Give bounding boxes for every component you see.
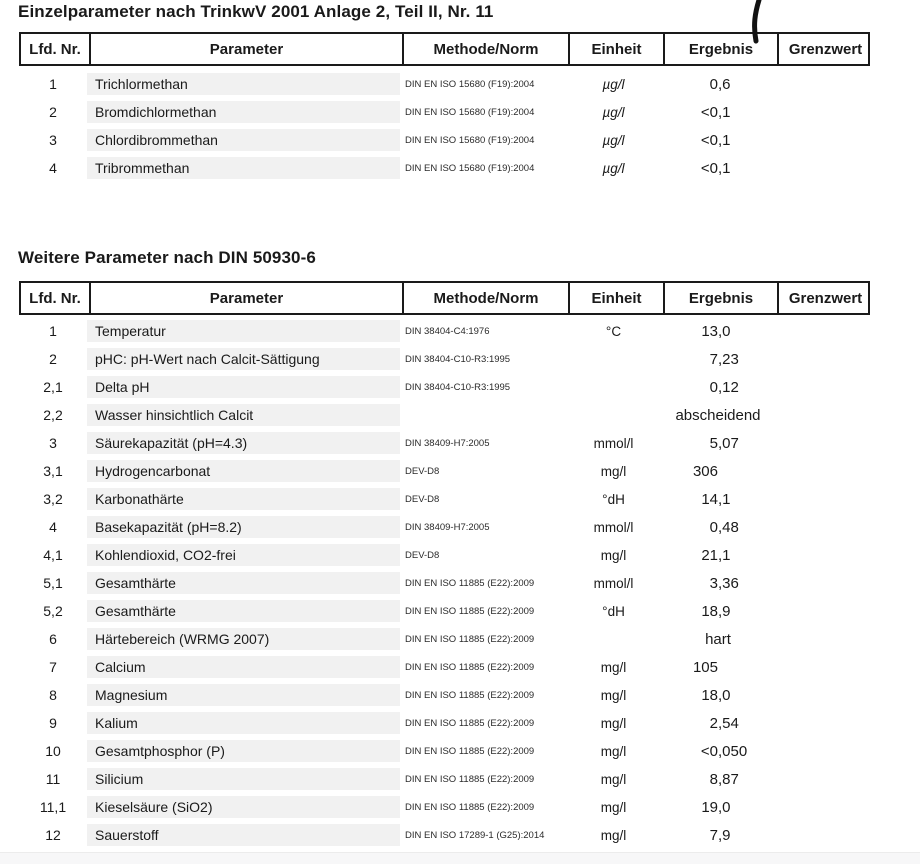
cell-ergebnis bbox=[661, 463, 775, 480]
row-number: 5,2 bbox=[43, 603, 63, 619]
row-number: 5,1 bbox=[43, 575, 63, 591]
parameter-name: Tribrommethan bbox=[87, 157, 400, 179]
table2-title: Weitere Parameter nach DIN 50930-6 bbox=[18, 248, 316, 267]
column-header-einheit: Einheit bbox=[568, 34, 663, 64]
row-number: 3,2 bbox=[43, 491, 63, 507]
cell-ergebnis bbox=[661, 379, 775, 396]
parameter-name: Kohlendioxid, CO2-frei bbox=[87, 544, 400, 566]
cell-einheit: mg/l bbox=[600, 715, 627, 731]
result-integer-part: 18 bbox=[701, 602, 718, 620]
table2-body bbox=[19, 317, 870, 849]
table-row bbox=[19, 429, 870, 457]
result-integer-part: 8 bbox=[709, 770, 718, 788]
cell-einheit: mg/l bbox=[600, 799, 627, 815]
row-number: 11 bbox=[45, 771, 61, 787]
cell-einheit: mg/l bbox=[600, 771, 627, 787]
parameter-name: Bromdichlormethan bbox=[87, 101, 400, 123]
result-integer-part: 14 bbox=[701, 490, 718, 508]
result-integer-part: 2 bbox=[709, 714, 718, 732]
cell-parameter bbox=[87, 740, 400, 762]
cell-einheit: mg/l bbox=[600, 687, 627, 703]
cell-parameter bbox=[87, 824, 400, 846]
cell-methode-norm: DIN EN ISO 11885 (E22):2009 bbox=[405, 633, 535, 645]
cell-methode-norm: DIN 38404-C4:1976 bbox=[405, 325, 490, 337]
page-bottom-strip bbox=[0, 852, 920, 864]
cell-ergebnis bbox=[661, 575, 775, 592]
result-fraction-part: ,87 bbox=[718, 770, 739, 788]
parameter-name: Basekapazität (pH=8.2) bbox=[87, 516, 400, 538]
cell-methode-norm: DIN EN ISO 15680 (F19):2004 bbox=[405, 134, 535, 146]
row-number: 2 bbox=[49, 104, 57, 120]
row-number: 11,1 bbox=[39, 799, 67, 815]
row-number: 4 bbox=[49, 519, 57, 535]
column-header-grenzwert: Grenzwert bbox=[777, 283, 872, 313]
result-fraction-part: ,0 bbox=[718, 322, 731, 340]
table-row bbox=[19, 373, 870, 401]
cell-parameter bbox=[87, 157, 400, 179]
parameter-name: Härtebereich (WRMG 2007) bbox=[87, 628, 400, 650]
row-number: 9 bbox=[49, 715, 57, 731]
table-row bbox=[19, 597, 870, 625]
cell-parameter bbox=[87, 516, 400, 538]
result-text: abscheidend bbox=[675, 406, 761, 424]
table-row bbox=[19, 126, 870, 154]
cell-ergebnis bbox=[661, 351, 775, 368]
result-integer-part: 3 bbox=[709, 574, 718, 592]
cell-parameter bbox=[87, 129, 400, 151]
cell-parameter bbox=[87, 73, 400, 95]
result-integer-part: <0 bbox=[700, 103, 718, 121]
result-fraction-part: ,1 bbox=[718, 159, 731, 177]
parameter-name: Calcium bbox=[87, 656, 400, 678]
cell-parameter bbox=[87, 656, 400, 678]
column-header-parameter: Parameter bbox=[89, 283, 402, 313]
cell-methode-norm: DEV-D8 bbox=[405, 493, 440, 505]
row-number: 4,1 bbox=[43, 547, 63, 563]
result-fraction-part: ,23 bbox=[718, 350, 739, 368]
parameter-name: Trichlormethan bbox=[87, 73, 400, 95]
result-integer-part: 13 bbox=[701, 322, 718, 340]
table-row bbox=[19, 401, 870, 429]
handwritten-pen-stroke bbox=[744, 0, 770, 46]
cell-parameter bbox=[87, 684, 400, 706]
result-fraction-part: ,1 bbox=[718, 103, 731, 121]
parameter-name: Temperatur bbox=[87, 320, 400, 342]
table-row bbox=[19, 345, 870, 373]
table-row bbox=[19, 625, 870, 653]
cell-methode-norm: DIN EN ISO 15680 (F19):2004 bbox=[405, 106, 535, 118]
cell-einheit: mmol/l bbox=[593, 575, 634, 591]
cell-ergebnis bbox=[661, 160, 775, 177]
cell-ergebnis bbox=[661, 827, 775, 844]
cell-methode-norm: DIN EN ISO 11885 (E22):2009 bbox=[405, 773, 535, 785]
cell-ergebnis bbox=[661, 547, 775, 564]
cell-ergebnis bbox=[661, 132, 775, 149]
cell-einheit: °dH bbox=[602, 491, 625, 507]
cell-ergebnis bbox=[661, 323, 775, 340]
cell-ergebnis bbox=[661, 715, 775, 732]
table1-body bbox=[19, 70, 870, 182]
result-fraction-part: ,07 bbox=[718, 434, 739, 452]
result-fraction-part: ,9 bbox=[718, 826, 731, 844]
cell-methode-norm: DIN 38404-C10-R3:1995 bbox=[405, 381, 511, 393]
row-number: 12 bbox=[45, 827, 61, 843]
cell-ergebnis bbox=[661, 76, 775, 93]
result-fraction-part: ,1 bbox=[718, 490, 731, 508]
table2-header-row bbox=[19, 281, 870, 315]
column-header-grenzwert: Grenzwert bbox=[777, 34, 872, 64]
result-fraction-part: ,54 bbox=[718, 714, 739, 732]
parameter-name: Karbonathärte bbox=[87, 488, 400, 510]
parameter-name: Delta pH bbox=[87, 376, 400, 398]
result-integer-part: 19 bbox=[701, 798, 718, 816]
parameter-name: Hydrogencarbonat bbox=[87, 460, 400, 482]
column-header-einheit: Einheit bbox=[568, 283, 663, 313]
cell-methode-norm: DIN EN ISO 17289-1 (G25):2014 bbox=[405, 829, 545, 841]
parameter-name: Kalium bbox=[87, 712, 400, 734]
cell-einheit: °dH bbox=[602, 603, 625, 619]
column-header-ergebnis: Ergebnis bbox=[663, 34, 777, 64]
row-number: 3,1 bbox=[43, 463, 63, 479]
cell-parameter bbox=[87, 348, 400, 370]
table-row bbox=[19, 541, 870, 569]
cell-parameter bbox=[87, 488, 400, 510]
table-row bbox=[19, 317, 870, 345]
cell-methode-norm: DIN EN ISO 15680 (F19):2004 bbox=[405, 162, 535, 174]
parameter-name: Silicium bbox=[87, 768, 400, 790]
cell-parameter bbox=[87, 101, 400, 123]
parameter-name: Kieselsäure (SiO2) bbox=[87, 796, 400, 818]
cell-ergebnis bbox=[661, 104, 775, 121]
result-integer-part: <0 bbox=[700, 742, 718, 760]
cell-methode-norm: DIN EN ISO 11885 (E22):2009 bbox=[405, 745, 535, 757]
cell-parameter bbox=[87, 460, 400, 482]
cell-methode-norm: DIN EN ISO 11885 (E22):2009 bbox=[405, 801, 535, 813]
result-integer-part: 7 bbox=[709, 350, 718, 368]
parameter-name: Säurekapazität (pH=4.3) bbox=[87, 432, 400, 454]
cell-methode-norm: DIN EN ISO 11885 (E22):2009 bbox=[405, 717, 535, 729]
cell-ergebnis bbox=[661, 799, 775, 816]
cell-methode-norm: DIN EN ISO 11885 (E22):2009 bbox=[405, 689, 535, 701]
parameter-name: Gesamthärte bbox=[87, 600, 400, 622]
table-row bbox=[19, 681, 870, 709]
row-number: 1 bbox=[49, 76, 57, 92]
cell-ergebnis bbox=[661, 407, 775, 424]
result-fraction-part: ,48 bbox=[718, 518, 739, 536]
cell-ergebnis bbox=[661, 491, 775, 508]
result-integer-part: 21 bbox=[701, 546, 718, 564]
result-fraction-part: ,050 bbox=[718, 742, 748, 760]
table-row bbox=[19, 765, 870, 793]
column-header-methode-norm: Methode/Norm bbox=[402, 283, 568, 313]
result-integer-part: 0 bbox=[709, 378, 718, 396]
table-row bbox=[19, 709, 870, 737]
cell-parameter bbox=[87, 404, 400, 426]
cell-einheit: µg/l bbox=[602, 160, 625, 176]
cell-einheit: mmol/l bbox=[593, 519, 634, 535]
table-row bbox=[19, 793, 870, 821]
cell-parameter bbox=[87, 600, 400, 622]
cell-methode-norm: DEV-D8 bbox=[405, 465, 440, 477]
table-row bbox=[19, 737, 870, 765]
result-integer-part: <0 bbox=[700, 159, 718, 177]
cell-parameter bbox=[87, 572, 400, 594]
table-row bbox=[19, 457, 870, 485]
result-fraction-part: ,9 bbox=[718, 602, 731, 620]
cell-methode-norm: DIN EN ISO 11885 (E22):2009 bbox=[405, 577, 535, 589]
parameter-name: Gesamthärte bbox=[87, 572, 400, 594]
cell-ergebnis bbox=[661, 631, 775, 648]
table-row bbox=[19, 569, 870, 597]
cell-einheit: mg/l bbox=[600, 743, 627, 759]
cell-parameter bbox=[87, 320, 400, 342]
cell-ergebnis bbox=[661, 687, 775, 704]
table1-header-row bbox=[19, 32, 870, 66]
result-integer-part: 0 bbox=[709, 518, 718, 536]
result-integer-part: 105 bbox=[692, 658, 718, 676]
cell-ergebnis bbox=[661, 603, 775, 620]
cell-einheit: mg/l bbox=[600, 547, 627, 563]
result-fraction-part: ,0 bbox=[718, 798, 731, 816]
table-row bbox=[19, 485, 870, 513]
column-header-lfd-nr: Lfd. Nr. bbox=[29, 40, 81, 58]
parameter-name: Gesamtphosphor (P) bbox=[87, 740, 400, 762]
row-number: 3 bbox=[49, 435, 57, 451]
row-number: 8 bbox=[49, 687, 57, 703]
cell-ergebnis bbox=[661, 659, 775, 676]
result-integer-part: 5 bbox=[709, 434, 718, 452]
parameter-name: Wasser hinsichtlich Calcit bbox=[87, 404, 400, 426]
row-number: 6 bbox=[49, 631, 57, 647]
table-row bbox=[19, 513, 870, 541]
cell-methode-norm: DEV-D8 bbox=[405, 549, 440, 561]
parameter-name: pHC: pH-Wert nach Calcit-Sättigung bbox=[87, 348, 400, 370]
cell-parameter bbox=[87, 712, 400, 734]
row-number: 2,2 bbox=[43, 407, 63, 423]
column-header-ergebnis: Ergebnis bbox=[663, 283, 777, 313]
table-row bbox=[19, 98, 870, 126]
result-fraction-part bbox=[718, 659, 775, 676]
result-fraction-part: ,1 bbox=[718, 546, 731, 564]
cell-einheit: µg/l bbox=[602, 76, 625, 92]
result-integer-part: 7 bbox=[709, 826, 718, 844]
result-fraction-part: ,12 bbox=[718, 378, 739, 396]
row-number: 2 bbox=[49, 351, 57, 367]
parameter-name: Chlordibrommethan bbox=[87, 129, 400, 151]
table-row bbox=[19, 821, 870, 849]
column-header-lfd-nr: Lfd. Nr. bbox=[29, 289, 81, 307]
column-header-methode-norm: Methode/Norm bbox=[402, 34, 568, 64]
cell-methode-norm: DIN 38409-H7:2005 bbox=[405, 521, 490, 533]
result-fraction-part bbox=[718, 463, 775, 480]
row-number: 4 bbox=[49, 160, 57, 176]
result-integer-part: 0 bbox=[709, 75, 718, 93]
row-number: 2,1 bbox=[43, 379, 63, 395]
table1-title: Einzelparameter nach TrinkwV 2001 Anlage 2, Teil II, Nr. 11 bbox=[18, 2, 494, 21]
cell-ergebnis bbox=[661, 519, 775, 536]
cell-parameter bbox=[87, 628, 400, 650]
cell-ergebnis bbox=[661, 771, 775, 788]
cell-ergebnis bbox=[661, 743, 775, 760]
result-integer-part: 306 bbox=[692, 462, 718, 480]
row-number: 1 bbox=[49, 323, 57, 339]
cell-einheit: mmol/l bbox=[593, 435, 634, 451]
table-row bbox=[19, 154, 870, 182]
table-row bbox=[19, 70, 870, 98]
row-number: 3 bbox=[49, 132, 57, 148]
parameter-name: Sauerstoff bbox=[87, 824, 400, 846]
cell-einheit: mg/l bbox=[600, 827, 627, 843]
cell-methode-norm: DIN 38404-C10-R3:1995 bbox=[405, 353, 511, 365]
cell-parameter bbox=[87, 768, 400, 790]
cell-parameter bbox=[87, 796, 400, 818]
cell-einheit: µg/l bbox=[602, 132, 625, 148]
cell-methode-norm: DIN EN ISO 15680 (F19):2004 bbox=[405, 78, 535, 90]
cell-methode-norm: DIN EN ISO 11885 (E22):2009 bbox=[405, 605, 535, 617]
cell-parameter bbox=[87, 544, 400, 566]
parameter-name: Magnesium bbox=[87, 684, 400, 706]
column-header-parameter: Parameter bbox=[89, 34, 402, 64]
cell-einheit: mg/l bbox=[600, 659, 627, 675]
result-integer-part: 18 bbox=[701, 686, 718, 704]
result-fraction-part: ,6 bbox=[718, 75, 731, 93]
result-integer-part: <0 bbox=[700, 131, 718, 149]
cell-parameter bbox=[87, 376, 400, 398]
row-number: 10 bbox=[45, 743, 61, 759]
cell-einheit: °C bbox=[605, 323, 622, 339]
cell-einheit: mg/l bbox=[600, 463, 627, 479]
cell-methode-norm: DIN 38409-H7:2005 bbox=[405, 437, 490, 449]
result-text: hart bbox=[705, 630, 731, 648]
table-row bbox=[19, 653, 870, 681]
cell-einheit: µg/l bbox=[602, 104, 625, 120]
cell-parameter bbox=[87, 432, 400, 454]
cell-ergebnis bbox=[661, 435, 775, 452]
result-fraction-part: ,0 bbox=[718, 686, 731, 704]
result-fraction-part: ,36 bbox=[718, 574, 739, 592]
row-number: 7 bbox=[49, 659, 57, 675]
cell-methode-norm: DIN EN ISO 11885 (E22):2009 bbox=[405, 661, 535, 673]
result-fraction-part: ,1 bbox=[718, 131, 731, 149]
